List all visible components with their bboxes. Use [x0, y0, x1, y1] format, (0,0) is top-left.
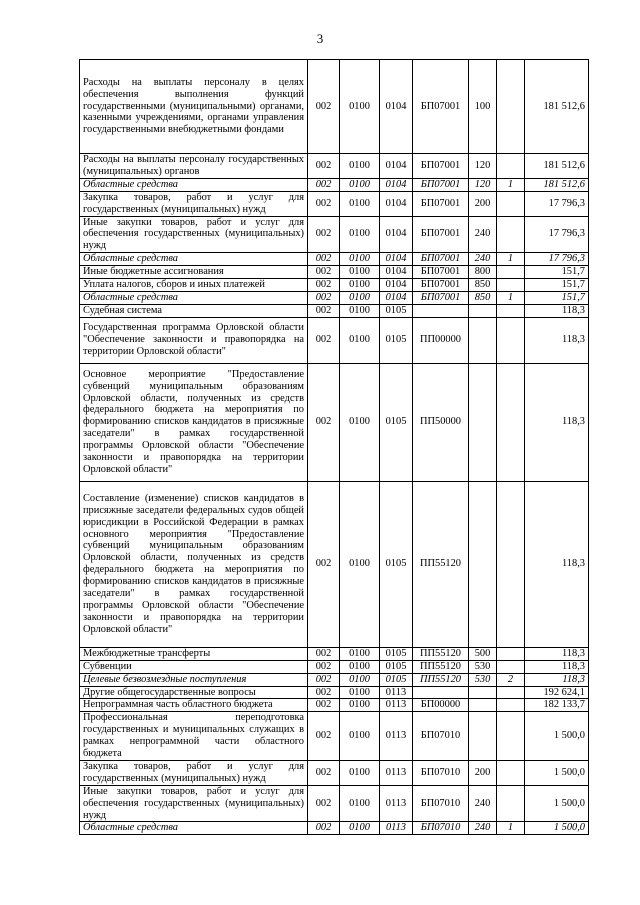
table-row — [80, 178, 589, 191]
subsection-code-cell: 0104 — [380, 253, 413, 266]
table-row — [80, 673, 589, 686]
target-article-cell: БП07010 — [413, 712, 469, 761]
table-row — [80, 481, 589, 647]
target-article-cell: ПП50000 — [413, 363, 469, 481]
row-name-cell: Непрограммная часть областного бюджета — [80, 699, 308, 712]
budget-table-body — [80, 60, 589, 835]
expense-type-cell — [469, 363, 497, 481]
target-article-cell: ПП55120 — [413, 647, 469, 660]
funding-source-cell — [497, 304, 525, 317]
row-name-cell: Закупка товаров, работ и услуг для государственных (муниципальных) нужд — [80, 191, 308, 216]
amount-cell: 1 500,0 — [525, 712, 589, 761]
section-code-cell: 0100 — [340, 279, 380, 292]
target-article-cell: БП07010 — [413, 822, 469, 835]
table-row — [80, 279, 589, 292]
subsection-code-cell: 0104 — [380, 291, 413, 304]
table-row — [80, 760, 589, 785]
target-article-cell: БП07001 — [413, 279, 469, 292]
funding-source-cell — [497, 660, 525, 673]
row-name-cell: Иные закупки товаров, работ и услуг для обеспечения государственных (муниципальных) нужд — [80, 216, 308, 253]
section-code-cell: 0100 — [340, 317, 380, 363]
amount-cell: 181 512,6 — [525, 154, 589, 179]
table-row — [80, 317, 589, 363]
row-name-cell: Областные средства — [80, 291, 308, 304]
grbs-code-cell: 002 — [308, 253, 340, 266]
grbs-code-cell: 002 — [308, 291, 340, 304]
amount-cell: 1 500,0 — [525, 760, 589, 785]
table-row — [80, 216, 589, 253]
expense-type-cell — [469, 317, 497, 363]
amount-cell: 181 512,6 — [525, 60, 589, 154]
target-article-cell: БП07010 — [413, 785, 469, 822]
row-name-cell: Областные средства — [80, 178, 308, 191]
funding-source-cell — [497, 216, 525, 253]
row-name-cell: Целевые безвозмездные поступления — [80, 673, 308, 686]
subsection-code-cell: 0104 — [380, 191, 413, 216]
target-article-cell: ПП55120 — [413, 673, 469, 686]
target-article-cell: БП00000 — [413, 699, 469, 712]
amount-cell: 17 796,3 — [525, 253, 589, 266]
section-code-cell: 0100 — [340, 686, 380, 699]
section-code-cell: 0100 — [340, 291, 380, 304]
row-name-cell: Областные средства — [80, 822, 308, 835]
target-article-cell: БП07001 — [413, 60, 469, 154]
row-name-cell: Другие общегосударственные вопросы — [80, 686, 308, 699]
subsection-code-cell: 0113 — [380, 785, 413, 822]
target-article-cell: БП07001 — [413, 154, 469, 179]
row-name-cell: Иные бюджетные ассигнования — [80, 266, 308, 279]
target-article-cell: ПП55120 — [413, 660, 469, 673]
expense-type-cell: 850 — [469, 279, 497, 292]
funding-source-cell — [497, 60, 525, 154]
expense-type-cell — [469, 686, 497, 699]
amount-cell: 1 500,0 — [525, 785, 589, 822]
grbs-code-cell: 002 — [308, 191, 340, 216]
subsection-code-cell: 0113 — [380, 686, 413, 699]
row-name-cell: Судебная система — [80, 304, 308, 317]
funding-source-cell: 2 — [497, 673, 525, 686]
grbs-code-cell: 002 — [308, 686, 340, 699]
funding-source-cell — [497, 154, 525, 179]
row-name-cell: Расходы на выплаты персоналу в целях обеспечения выполнения функций государственными (муниципальными) органами, казенными учреждениями, органами управления государственными внебюджетными фондами — [80, 60, 308, 154]
row-name-cell: Областные средства — [80, 253, 308, 266]
grbs-code-cell: 002 — [308, 60, 340, 154]
grbs-code-cell: 002 — [308, 216, 340, 253]
amount-cell: 118,3 — [525, 481, 589, 647]
funding-source-cell: 1 — [497, 253, 525, 266]
table-row — [80, 304, 589, 317]
subsection-code-cell: 0105 — [380, 647, 413, 660]
subsection-code-cell: 0104 — [380, 279, 413, 292]
expense-type-cell: 530 — [469, 673, 497, 686]
amount-cell: 118,3 — [525, 673, 589, 686]
expense-type-cell: 240 — [469, 822, 497, 835]
section-code-cell: 0100 — [340, 304, 380, 317]
amount-cell: 17 796,3 — [525, 191, 589, 216]
amount-cell: 192 624,1 — [525, 686, 589, 699]
funding-source-cell — [497, 317, 525, 363]
expense-type-cell: 120 — [469, 178, 497, 191]
expense-type-cell: 200 — [469, 760, 497, 785]
amount-cell: 151,7 — [525, 291, 589, 304]
row-name-cell: Иные закупки товаров, работ и услуг для обеспечения государственных (муниципальных) нужд — [80, 785, 308, 822]
row-name-cell: Составление (изменение) списков кандидатов в присяжные заседатели федеральных судов общей юрисдикции в Российской Федерации в рамках основного мероприятия "Предоставление субвенций муниципальным образованиям Орловской области, полученных из средств федерального бюджета на мероприятия по формированию списков кандидатов в присяжные заседатели" в рамках государственной программы Орловской области "Обеспечение законности и правопорядка на территории Орловской области" — [80, 481, 308, 647]
target-article-cell: БП07001 — [413, 266, 469, 279]
expense-type-cell — [469, 712, 497, 761]
table-row — [80, 253, 589, 266]
section-code-cell: 0100 — [340, 660, 380, 673]
table-row — [80, 191, 589, 216]
expense-type-cell: 200 — [469, 191, 497, 216]
section-code-cell: 0100 — [340, 673, 380, 686]
grbs-code-cell: 002 — [308, 266, 340, 279]
grbs-code-cell: 002 — [308, 712, 340, 761]
expense-type-cell: 500 — [469, 647, 497, 660]
table-row — [80, 822, 589, 835]
page-number: 3 — [316, 31, 324, 46]
row-name-cell: Межбюджетные трансферты — [80, 647, 308, 660]
funding-source-cell — [497, 279, 525, 292]
table-row — [80, 660, 589, 673]
funding-source-cell — [497, 647, 525, 660]
section-code-cell: 0100 — [340, 822, 380, 835]
grbs-code-cell: 002 — [308, 760, 340, 785]
row-name-cell: Закупка товаров, работ и услуг для государственных (муниципальных) нужд — [80, 760, 308, 785]
funding-source-cell — [497, 266, 525, 279]
funding-source-cell — [497, 712, 525, 761]
expense-type-cell: 800 — [469, 266, 497, 279]
funding-source-cell: 1 — [497, 822, 525, 835]
expense-type-cell: 240 — [469, 253, 497, 266]
funding-source-cell — [497, 760, 525, 785]
subsection-code-cell: 0104 — [380, 216, 413, 253]
row-name-cell: Профессиональная переподготовка государственных и муниципальных служащих в рамках непрограммной части областного бюджета — [80, 712, 308, 761]
section-code-cell: 0100 — [340, 785, 380, 822]
grbs-code-cell: 002 — [308, 178, 340, 191]
table-row — [80, 699, 589, 712]
subsection-code-cell: 0104 — [380, 60, 413, 154]
row-name-cell: Расходы на выплаты персоналу государственных (муниципальных) органов — [80, 154, 308, 179]
grbs-code-cell: 002 — [308, 304, 340, 317]
table-row — [80, 785, 589, 822]
section-code-cell: 0100 — [340, 154, 380, 179]
grbs-code-cell: 002 — [308, 481, 340, 647]
section-code-cell: 0100 — [340, 712, 380, 761]
amount-cell: 151,7 — [525, 266, 589, 279]
subsection-code-cell: 0105 — [380, 317, 413, 363]
expense-type-cell — [469, 699, 497, 712]
expense-type-cell — [469, 304, 497, 317]
subsection-code-cell: 0104 — [380, 178, 413, 191]
funding-source-cell — [497, 785, 525, 822]
amount-cell: 1 500,0 — [525, 822, 589, 835]
subsection-code-cell: 0113 — [380, 699, 413, 712]
amount-cell: 118,3 — [525, 317, 589, 363]
section-code-cell: 0100 — [340, 363, 380, 481]
expense-type-cell: 100 — [469, 60, 497, 154]
expense-type-cell — [469, 481, 497, 647]
subsection-code-cell: 0104 — [380, 154, 413, 179]
grbs-code-cell: 002 — [308, 647, 340, 660]
target-article-cell — [413, 304, 469, 317]
table-row — [80, 363, 589, 481]
amount-cell: 151,7 — [525, 279, 589, 292]
table-row — [80, 291, 589, 304]
table-row — [80, 266, 589, 279]
grbs-code-cell: 002 — [308, 154, 340, 179]
expense-type-cell: 850 — [469, 291, 497, 304]
section-code-cell: 0100 — [340, 266, 380, 279]
amount-cell: 118,3 — [525, 304, 589, 317]
funding-source-cell — [497, 686, 525, 699]
row-name-cell: Уплата налогов, сборов и иных платежей — [80, 279, 308, 292]
target-article-cell: БП07001 — [413, 178, 469, 191]
row-name-cell: Государственная программа Орловской области "Обеспечение законности и правопорядка на территории Орловской области" — [80, 317, 308, 363]
funding-source-cell: 1 — [497, 178, 525, 191]
funding-source-cell: 1 — [497, 291, 525, 304]
section-code-cell: 0100 — [340, 481, 380, 647]
section-code-cell: 0100 — [340, 699, 380, 712]
grbs-code-cell: 002 — [308, 279, 340, 292]
amount-cell: 181 512,6 — [525, 178, 589, 191]
expense-type-cell: 530 — [469, 660, 497, 673]
funding-source-cell — [497, 191, 525, 216]
target-article-cell: БП07001 — [413, 253, 469, 266]
grbs-code-cell: 002 — [308, 822, 340, 835]
grbs-code-cell: 002 — [308, 699, 340, 712]
grbs-code-cell: 002 — [308, 317, 340, 363]
grbs-code-cell: 002 — [308, 673, 340, 686]
section-code-cell: 0100 — [340, 760, 380, 785]
grbs-code-cell: 002 — [308, 363, 340, 481]
subsection-code-cell: 0105 — [380, 481, 413, 647]
target-article-cell: ПП00000 — [413, 317, 469, 363]
subsection-code-cell: 0105 — [380, 363, 413, 481]
subsection-code-cell: 0105 — [380, 660, 413, 673]
table-row — [80, 647, 589, 660]
funding-source-cell — [497, 363, 525, 481]
amount-cell: 118,3 — [525, 647, 589, 660]
section-code-cell: 0100 — [340, 216, 380, 253]
subsection-code-cell: 0105 — [380, 673, 413, 686]
table-row — [80, 686, 589, 699]
target-article-cell — [413, 686, 469, 699]
subsection-code-cell: 0113 — [380, 712, 413, 761]
subsection-code-cell: 0113 — [380, 760, 413, 785]
section-code-cell: 0100 — [340, 60, 380, 154]
target-article-cell: БП07001 — [413, 191, 469, 216]
row-name-cell: Субвенции — [80, 660, 308, 673]
table-row — [80, 60, 589, 154]
subsection-code-cell: 0104 — [380, 266, 413, 279]
target-article-cell: БП07010 — [413, 760, 469, 785]
table-row — [80, 712, 589, 761]
subsection-code-cell: 0105 — [380, 304, 413, 317]
section-code-cell: 0100 — [340, 647, 380, 660]
expense-type-cell: 240 — [469, 216, 497, 253]
expense-type-cell: 120 — [469, 154, 497, 179]
table-row — [80, 154, 589, 179]
section-code-cell: 0100 — [340, 253, 380, 266]
funding-source-cell — [497, 699, 525, 712]
amount-cell: 118,3 — [525, 660, 589, 673]
section-code-cell: 0100 — [340, 178, 380, 191]
funding-source-cell — [497, 481, 525, 647]
target-article-cell: ПП55120 — [413, 481, 469, 647]
subsection-code-cell: 0113 — [380, 822, 413, 835]
row-name-cell: Основное мероприятие "Предоставление субвенций муниципальным образованиям Орловской области, полученных из средств федерального бюджета на мероприятия по формированию списков кандидатов в присяжные заседатели" в рамках государственной программы Орловской области "Обеспечение законности и правопорядка на территории Орловской области" — [80, 363, 308, 481]
budget-table — [79, 59, 589, 835]
section-code-cell: 0100 — [340, 191, 380, 216]
grbs-code-cell: 002 — [308, 660, 340, 673]
amount-cell: 17 796,3 — [525, 216, 589, 253]
grbs-code-cell: 002 — [308, 785, 340, 822]
amount-cell: 118,3 — [525, 363, 589, 481]
target-article-cell: БП07001 — [413, 216, 469, 253]
target-article-cell: БП07001 — [413, 291, 469, 304]
expense-type-cell: 240 — [469, 785, 497, 822]
amount-cell: 182 133,7 — [525, 699, 589, 712]
